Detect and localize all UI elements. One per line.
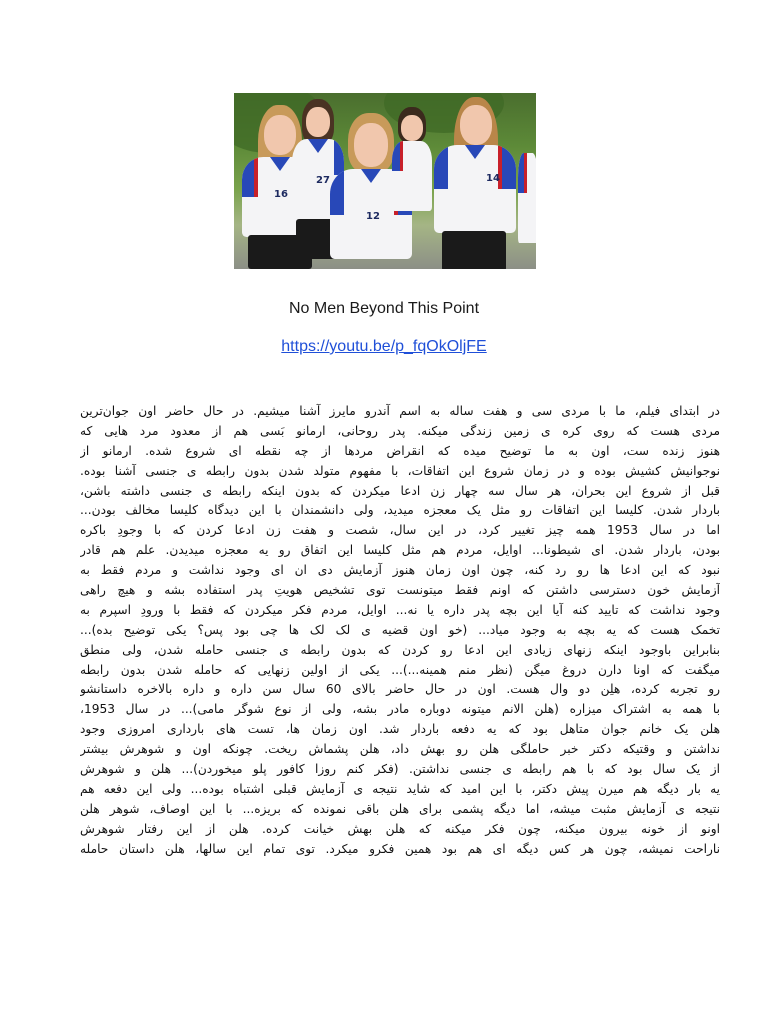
body-line: بنابراین باوجود اینکه زنهای زیادی این ادعا رو کردن که بدون رابطه ی جنسی حامله شدن، ولی منطق <box>80 642 720 657</box>
body-line: یه بار دیگه هم میرن پیش دکتر، با این امید که شاید نتیجه ی آزمایش قبلی اشتباه بوده... ولی این دفعه هم <box>80 781 720 796</box>
body-line: قبل از شروع این بحران، هر سال سه چهار زن ادعا میکردن که بدون اینکه رابطه ی جنسی داشته باشن، <box>80 483 720 498</box>
player-figure <box>430 97 520 269</box>
body-line: آزمایش خون دسترسی داشتن که اونم فقط میتونست توی تشخیص هویتِ پدر استفاده بشه و هیچ راهی <box>80 583 720 598</box>
jersey-number: 14 <box>486 173 500 184</box>
team-photo <box>234 93 536 269</box>
youtube-link[interactable]: https://youtu.be/p_fqOkOljFE <box>281 338 487 355</box>
body-line: نوجوانیش کشیش بوده و در زمان شروع این اتفاقات، با مفهوم متولد شدن بدون رابطه ی جنسی آشنا بوده. <box>80 463 720 478</box>
body-line: هلن یک خانم جوان متاهل بود که یه دفعه باردار شد. اون زمان ها، تست های بارداری امروزی وجود <box>80 722 720 737</box>
jersey-number: 12 <box>366 211 380 222</box>
body-line: نبود که این ادعا ها رو رد کنه، چون اون زمان هنوز آزمایش دی ان ای وجود نداشت و مردم فقط به <box>80 563 720 578</box>
document-title: No Men Beyond This Point <box>288 300 480 317</box>
body-line: هنوز زنده ست، اون به ما توضیح میده که انقراض مردها از چه نقطه ای شروع شده. ارمانو از <box>80 443 720 458</box>
body-line: میگفت که اونا دارن دروغ میگن (نظر منم همینه...)... یکی از اولین زنهایی که حامله شدن بدون رابطه <box>80 662 720 677</box>
jersey-number: 27 <box>316 175 330 186</box>
jersey-number: 16 <box>274 189 288 200</box>
body-line: ناراحت نمیشه، چون هر کس دیگه ای هم بود همین فکرو میکرد. توی تمام این سالها، هلن داستان حامله <box>80 841 720 856</box>
body-line: از یک سال بود که با هم رابطه ی جنسی نداشتن. (فکر کنم روزا کافور پلو میخوردن)... هلن و شوهرش <box>80 762 720 777</box>
body-line: وجود نداشت که تایید کنه آیا این بچه پدر داره یا نه... اوایل، مردم فکر میکردن که فقط با ورودِ اسپرم به <box>80 602 720 617</box>
article-body <box>80 402 720 859</box>
body-line: رو تجربه کرده، هلِن دو وال هست. اون در حال حاضر بالای 60 سال سن داره و داره بالاخره داستانشو <box>80 682 720 697</box>
body-line: در ابتدای فیلم، ما با مردی سی و هفت ساله به اسم آندرو مایرز آشنا میشیم. در حال حاضر اون جوان‌ترین <box>80 404 720 418</box>
player-figure <box>518 153 536 269</box>
body-line: اونو از خونه بیرون میکنه، چون فکر میکنه که هلن بهش خیانت کرده. هلن از این رفتار شوهرش <box>80 821 720 836</box>
body-line: نداشتن و وقتیکه دکتر خبر حاملگی هلن رو بهش داد، هلن پشماش ریخت. چونکه اون و شوهرش بیشتر <box>80 742 720 757</box>
body-line: با همه به اشتراک میزاره (هلن الانم میتونه دوباره مادر بشه، ولی از نوع شوگر مامی)... در سال 1953، <box>80 702 720 717</box>
body-line: مردی هست که روی کره ی زمین زندگی میکنه. پدر روحانی، ارمانو بَسی هم از معدود مرد هایی که <box>80 423 720 438</box>
body-line: نتیجه ی آزمایش مثبت میشه، اما دیگه پشمی برای هلن باقی نمونده که بریزه... با این اوصاف، شوهر هلن <box>80 801 720 816</box>
body-line: باردار شدن. کلیسا این اتفاقات رو مثل یک معجزه میدید، ولی دانشمندان با این دیدگاه کلیسا مخالف بودن... <box>80 503 720 518</box>
body-line: اما در سال 1953 همه چیز تغییر کرد، در این سال، شصت و هفت زن ادعا کردن که با وجودِ باکره <box>80 523 720 538</box>
body-line: تخمک هست که یه بچه به وجود میاد... (خو اون قضیه ی لک لک ها چی بود پس؟ یکی توضیح بده)... <box>80 622 720 637</box>
player-figure <box>392 107 432 269</box>
body-line: بودن، باردار شدن. ای شیطونا... اوایل، مردم هم مثل کلیسا این اتفاق رو یه معجزه میدیدن. علم هم قادر <box>80 543 720 558</box>
